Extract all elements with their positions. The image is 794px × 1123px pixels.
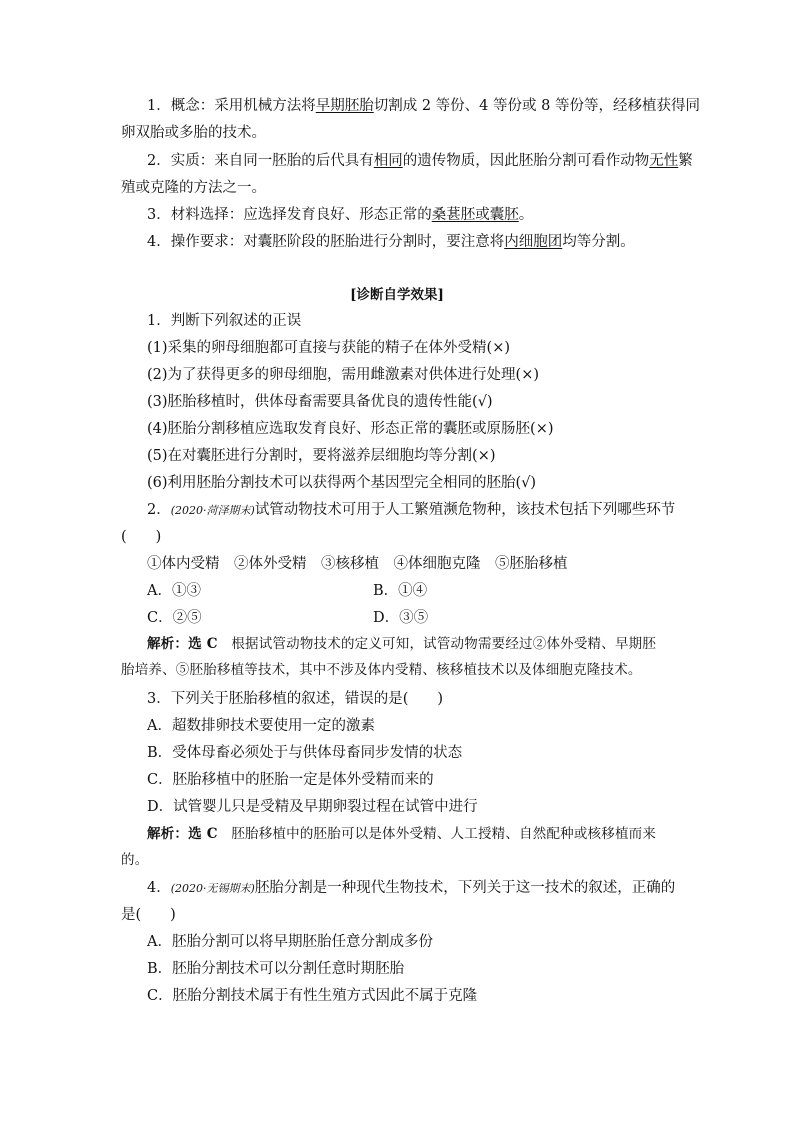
question-2-analysis-line-1 (147, 633, 707, 655)
section-title: [诊断自学效果] (350, 287, 444, 303)
question-1-item: (3)胚胎移植时，供体母畜需要具备优良的遗传性能(√) (147, 394, 493, 410)
question-3-stem: 3．下列关于胚胎移植的叙述，错误的是( ) (147, 691, 444, 707)
concept-2-line-2: 殖或克隆的方法之一。 (121, 180, 266, 196)
option-a: A．①③ (147, 583, 201, 599)
concept-text: 4．操作要求：对囊胚阶段的胚胎进行分割时，要注意将 (147, 234, 505, 250)
concept-text: 繁 (678, 153, 693, 169)
concept-text: 切割成 2 等份、4 等份或 8 等份等，经移植获得同 (373, 98, 700, 114)
question-4-stem (147, 877, 707, 900)
option-c: C．胚胎移植中的胚胎一定是体外受精而来的 (147, 772, 434, 788)
question-1-item: (5)在对囊胚进行分割时，要将滋养层细胞均等分割(×) (147, 448, 496, 464)
question-1-item: (6)利用胚胎分割技术可以获得两个基因型完全相同的胚胎(√) (147, 475, 537, 491)
concept-3 (147, 204, 707, 226)
concept-text: 1．概念：采用机械方法将 (147, 98, 316, 114)
question-2-stem (147, 499, 707, 522)
question-2-options-row-1 (147, 580, 707, 602)
concept-keyword: 内细胞团 (504, 234, 563, 250)
question-2-list: ①体内受精 ②体外受精 ③核移植 ④体细胞克隆 ⑤胚胎移植 (147, 556, 568, 572)
concept-text: 。 (518, 207, 534, 223)
question-3-analysis-line-1 (147, 823, 707, 845)
analysis-label: 解析： (147, 826, 189, 842)
question-4-stem-line-2: 是( ) (121, 907, 176, 923)
question-3-analysis-line-2: 的。 (121, 852, 149, 868)
concept-keyword: 无性 (649, 153, 679, 169)
concept-keyword: 桑葚胚或囊胚 (431, 207, 519, 223)
concept-text: 均等分割。 (562, 234, 635, 250)
concept-2-line-1 (147, 150, 707, 172)
option-b: B．胚胎分割技术可以分割任意时期胚胎 (147, 961, 405, 977)
question-2-options-row-2 (147, 607, 707, 629)
question-1-item: (2)为了获得更多的卵母细胞，需用雌激素对供体进行处理(×) (147, 367, 540, 383)
option-a: A．超数排卵技术要使用一定的激素 (147, 718, 375, 734)
concept-text: 3．材料选择：应选择发育良好、形态正常的 (147, 207, 432, 223)
option-c: C．胚胎分割技术属于有性生殖方式因此不属于克隆 (147, 988, 478, 1004)
question-number: 4． (147, 880, 171, 896)
option-b: B．受体母畜必须处于与供体母畜同步发情的状态 (147, 745, 463, 761)
option-b: B．①④ (373, 583, 428, 599)
option-d: D．③⑤ (373, 610, 429, 626)
option-d: D．试管婴儿只是受精及早期卵裂过程在试管中进行 (147, 799, 478, 815)
question-text: 试管动物技术可用于人工繁殖濒危物种，该技术包括下列哪些环节 (254, 502, 676, 518)
question-1-item: (4)胚胎分割移植应选取发育良好、形态正常的囊胚或原肠胚(×) (147, 421, 554, 437)
concept-text: 的遗传物质，因此胚胎分割可看作动物 (402, 153, 650, 169)
question-source: (2020·菏泽期末) (170, 504, 255, 517)
analysis-text: 根据试管动物技术的定义可知，试管动物需要经过②体外受精、早期胚 (217, 636, 657, 652)
analysis-label: 解析： (147, 636, 189, 652)
question-2-answer-paren: ( ) (121, 529, 162, 545)
question-source: (2020·无锡期末) (170, 882, 255, 895)
concept-1-line-1 (147, 95, 707, 117)
concept-keyword: 相同 (373, 153, 403, 169)
option-a: A．胚胎分割可以将早期胚胎任意分割成多份 (147, 934, 433, 950)
analysis-key: 选 C (188, 636, 218, 652)
question-number: 2． (147, 502, 171, 518)
concept-1-line-2: 卵双胎或多胎的技术。 (121, 125, 266, 141)
concept-text: 2．实质：来自同一胚胎的后代具有 (147, 153, 374, 169)
concept-keyword: 早期胚胎 (315, 98, 374, 114)
question-1-item: (1)采集的卵母细胞都可直接与获能的精子在体外受精(×) (147, 340, 511, 356)
analysis-text: 胚胎移植中的胚胎可以是体外受精、人工授精、自然配种或核移植而来 (217, 826, 657, 842)
question-2-analysis-line-2: 胎培养、⑤胚胎移植等技术，其中不涉及体内受精、核移植技术以及体细胞克隆技术。 (121, 662, 642, 678)
question-text: 胚胎分割是一种现代生物技术，下列关于这一技术的叙述，正确的 (254, 880, 676, 896)
question-1-stem: 1．判断下列叙述的正误 (147, 313, 302, 329)
concept-4 (147, 231, 707, 253)
analysis-key: 选 C (188, 826, 218, 842)
option-c: C．②⑤ (147, 610, 202, 626)
